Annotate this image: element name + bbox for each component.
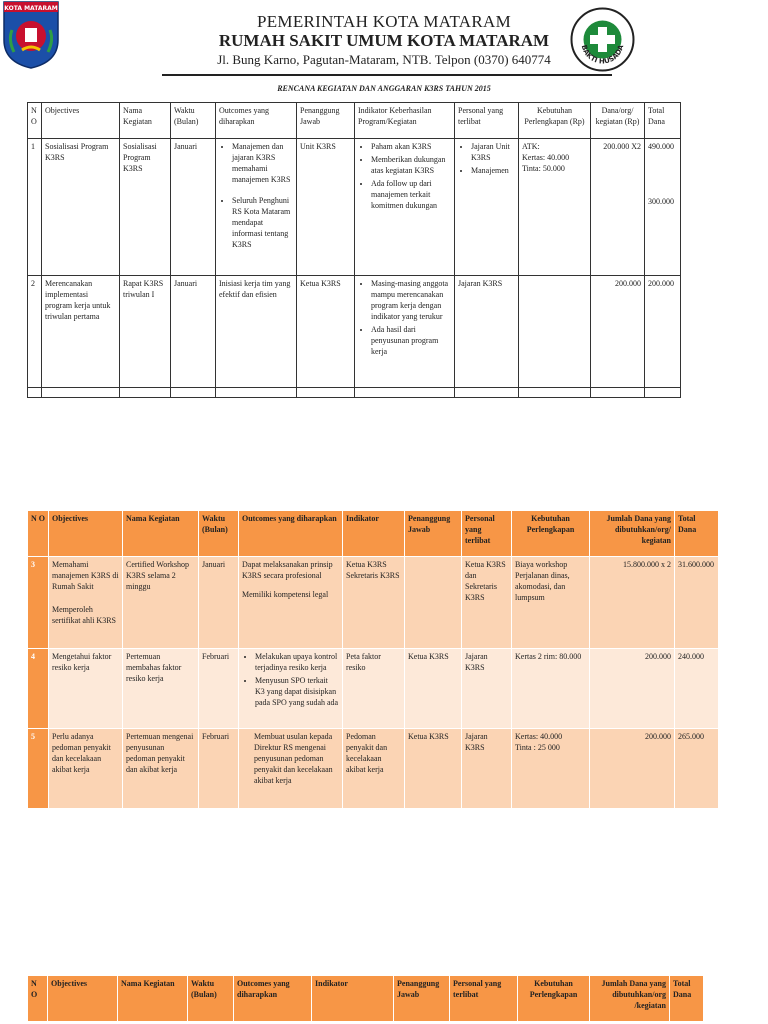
total-fund-cell: 240.000 [675,649,719,729]
indicator-item: • Ada hasil dari penyusunan program kerja [371,324,451,357]
table-row [28,276,681,388]
outcomes-cell [216,139,297,276]
total-fund-value: 300.000 [648,197,674,206]
header-divider [162,74,612,76]
col-header: Personal yang terlibat [450,976,518,1022]
col-header: Indikator [343,511,405,557]
row-number: 2 [28,276,42,388]
col-header: Dana/org/ kegiatan (Rp) [591,103,645,139]
row-number: 4 [28,649,49,729]
budget-table-3 [27,975,704,1022]
personnel-cell: Jajaran K3RS [462,729,512,809]
outcome-line: Memiliki kompetensi legal [242,590,329,599]
table-row [28,649,719,729]
col-header: Outcomes yang diharapkan [234,976,312,1022]
month-cell: Februari [199,729,239,809]
col-header: Kebutuhan Perlengkapan [512,511,590,557]
col-header: Indikator Keberhasilan Program/Kegiatan [355,103,455,139]
budget-table-1 [27,102,681,398]
activity-cell: Sosialisasi Program K3RS [120,139,171,276]
col-header: Jumlah Dana yang dibutuhkan/org /kegiatan [590,976,670,1022]
indicator-cell: Pedoman penyakit dan kecelakaan akibat kerja [343,729,405,809]
col-header: Personal yang terlibat [455,103,519,139]
col-header: Penanggung Jawab [394,976,450,1022]
total-fund-cell: 200.000 [645,276,681,388]
col-header: Jumlah Dana yang dibutuhkan/org/ kegiatan [590,511,675,557]
bakti-husada-logo [570,7,635,72]
personnel-item: • Manajemen [471,165,515,176]
equipment-cell: Biaya workshop Perjalanan dinas, akomodasi, dan lumpsum [512,557,590,649]
city-emblem-text: KOTA MATARAM [4,5,58,12]
objective-cell: Perlu adanya pedoman penyakit dan kecelakaan akibat kerja [49,729,123,809]
equipment-line: Kertas: 40.000 [515,732,563,741]
total-fund-value: 490.000 [648,142,674,151]
indicator-cell: Ketua K3RS Sekretaris K3RS [343,557,405,649]
table-row [28,139,681,276]
budget-table-2 [27,510,719,809]
responsible-cell [405,557,462,649]
col-header: Total Dana [645,103,681,139]
col-header: Outcomes yang diharapkan [216,103,297,139]
fund-per-person-cell: 200.000 [591,276,645,388]
col-header: Nama Kegiatan [118,976,188,1022]
table-row-empty [28,388,681,398]
month-cell: Februari [199,649,239,729]
total-fund-cell: 31.600.000 [675,557,719,649]
row-number: 1 [28,139,42,276]
row-number: 3 [28,557,49,649]
activity-cell: Pertemuan mengenai penyusunan pedoman penyakit dan akibat kerja [123,729,199,809]
fund-per-person-cell: 15.800.000 x 2 [590,557,675,649]
bakti-husada-logo-text: BAKTI HUSADA [579,43,626,66]
col-header: N O [28,511,49,557]
indicator-cell [355,139,455,276]
outcome-item: • Manajemen dan jajaran K3RS memahami manajemen K3RS [232,141,293,185]
col-header: Indikator [312,976,394,1022]
equipment-cell [519,276,591,388]
hospital-address: Jl. Bung Karno, Pagutan-Mataram, NTB. Telpon (0370) 640774 [217,52,551,67]
outcomes-cell [239,557,343,649]
table-header-row [28,511,719,557]
personnel-cell: Jajaran K3RS [462,649,512,729]
outcomes-cell [239,649,343,729]
government-name: PEMERINTAH KOTA MATARAM [256,12,512,31]
outcome-item: • Seluruh Penghuni RS Kota Mataram mendapat informasi tentang K3RS [232,195,293,250]
col-header: Waktu (Bulan) [199,511,239,557]
col-header: Personal yang terlibat [462,511,512,557]
fund-per-person-cell: 200.000 [590,729,675,809]
indicator-cell [355,276,455,388]
objective-cell: Mengetahui faktor resiko kerja [49,649,123,729]
equipment-line: ATK: [522,142,540,151]
table-header-row [28,103,681,139]
col-header: N O [28,976,48,1022]
col-header: Objectives [48,976,118,1022]
equipment-cell [519,139,591,276]
total-fund-cell: 265.000 [675,729,719,809]
month-cell: Januari [171,139,216,276]
equipment-line: Tinta : 25 000 [515,743,560,752]
document-title: RENCANA KEGIATAN DAN ANGGARAN K3RS TAHUN 2015 [277,84,491,93]
fund-per-person-cell: 200.000 X2 [591,139,645,276]
total-fund-cell [645,139,681,276]
col-header: Waktu (Bulan) [188,976,234,1022]
personnel-cell: Jajaran K3RS [455,276,519,388]
objective-cell: Sosialisasi Program K3RS [42,139,120,276]
outcome-item: • Menyusun SPO terkait K3 yang dapat disisipkan pada SPO yang sudah ada [255,675,339,708]
indicator-item: • Paham akan K3RS [371,141,451,152]
objective-line: Memperoleh sertifikat ahli K3RS [52,605,116,625]
outcomes-cell: Inisiasi kerja tim yang efektif dan efisien [216,276,297,388]
col-header: Nama Kegiatan [123,511,199,557]
col-header: Objectives [49,511,123,557]
fund-per-person-cell: 200.000 [590,649,675,729]
col-header: Waktu (Bulan) [171,103,216,139]
outcome-item: • Melakukan upaya kontrol terjadinya resiko kerja [255,651,339,673]
personnel-cell [455,139,519,276]
table-row [28,557,719,649]
col-header: Objectives [42,103,120,139]
col-header: Outcomes yang diharapkan [239,511,343,557]
equipment-line: Tinta: 50.000 [522,164,565,173]
col-header: Kebutuhan Perlengkapan [518,976,590,1022]
col-header: N O [28,103,42,139]
responsible-cell: Ketua K3RS [405,729,462,809]
col-header: Penanggung Jawab [297,103,355,139]
objective-cell: Merencanakan implementasi program kerja untuk triwulan pertama [42,276,120,388]
col-header: Total Dana [675,511,719,557]
responsible-cell: Ketua K3RS [405,649,462,729]
activity-cell: Pertemuan membahas faktor resiko kerja [123,649,199,729]
row-number: 5 [28,729,49,809]
month-cell: Januari [171,276,216,388]
table-header-row [28,976,704,1022]
indicator-item: • Ada follow up dari manajemen terkait komitmen dukungan [371,178,451,211]
month-cell: Januari [199,557,239,649]
equipment-cell [512,729,590,809]
outcome-line: Dapat melaksanakan prinsip K3RS secara profesional [242,560,333,580]
col-header: Total Dana [670,976,704,1022]
equipment-line: Kertas: 40.000 [522,153,570,162]
indicator-cell: Peta faktor resiko [343,649,405,729]
table-row [28,729,719,809]
activity-cell: Rapat K3RS triwulan I [120,276,171,388]
outcomes-cell: Membuat usulan kepada Direktur RS mengenai penyusunan pedoman penyakit dan kecelakaan akibat kerja [239,729,343,809]
activity-cell: Certified Workshop K3RS selama 2 minggu [123,557,199,649]
col-header: Kebutuhan Perlengkapan (Rp) [519,103,591,139]
indicator-item: • Memberikan dukungan atas kegiatan K3RS [371,154,451,176]
objective-line: Memahami manajemen K3RS di Rumah Sakit [52,560,119,591]
personnel-cell: Ketua K3RS dan Sekretaris K3RS [462,557,512,649]
col-header: Nama Kegiatan [120,103,171,139]
personnel-item: • Jajaran Unit K3RS [471,141,515,163]
responsible-cell: Ketua K3RS [297,276,355,388]
hospital-name: RUMAH SAKIT UMUM KOTA MATARAM [218,31,550,50]
objective-cell [49,557,123,649]
responsible-cell: Unit K3RS [297,139,355,276]
equipment-cell: Kertas 2 rim: 80.000 [512,649,590,729]
col-header: Penanggung Jawab [405,511,462,557]
indicator-item: • Masing-masing anggota mampu merencanakan program kerja dengan indikator yang terukur [371,278,451,322]
